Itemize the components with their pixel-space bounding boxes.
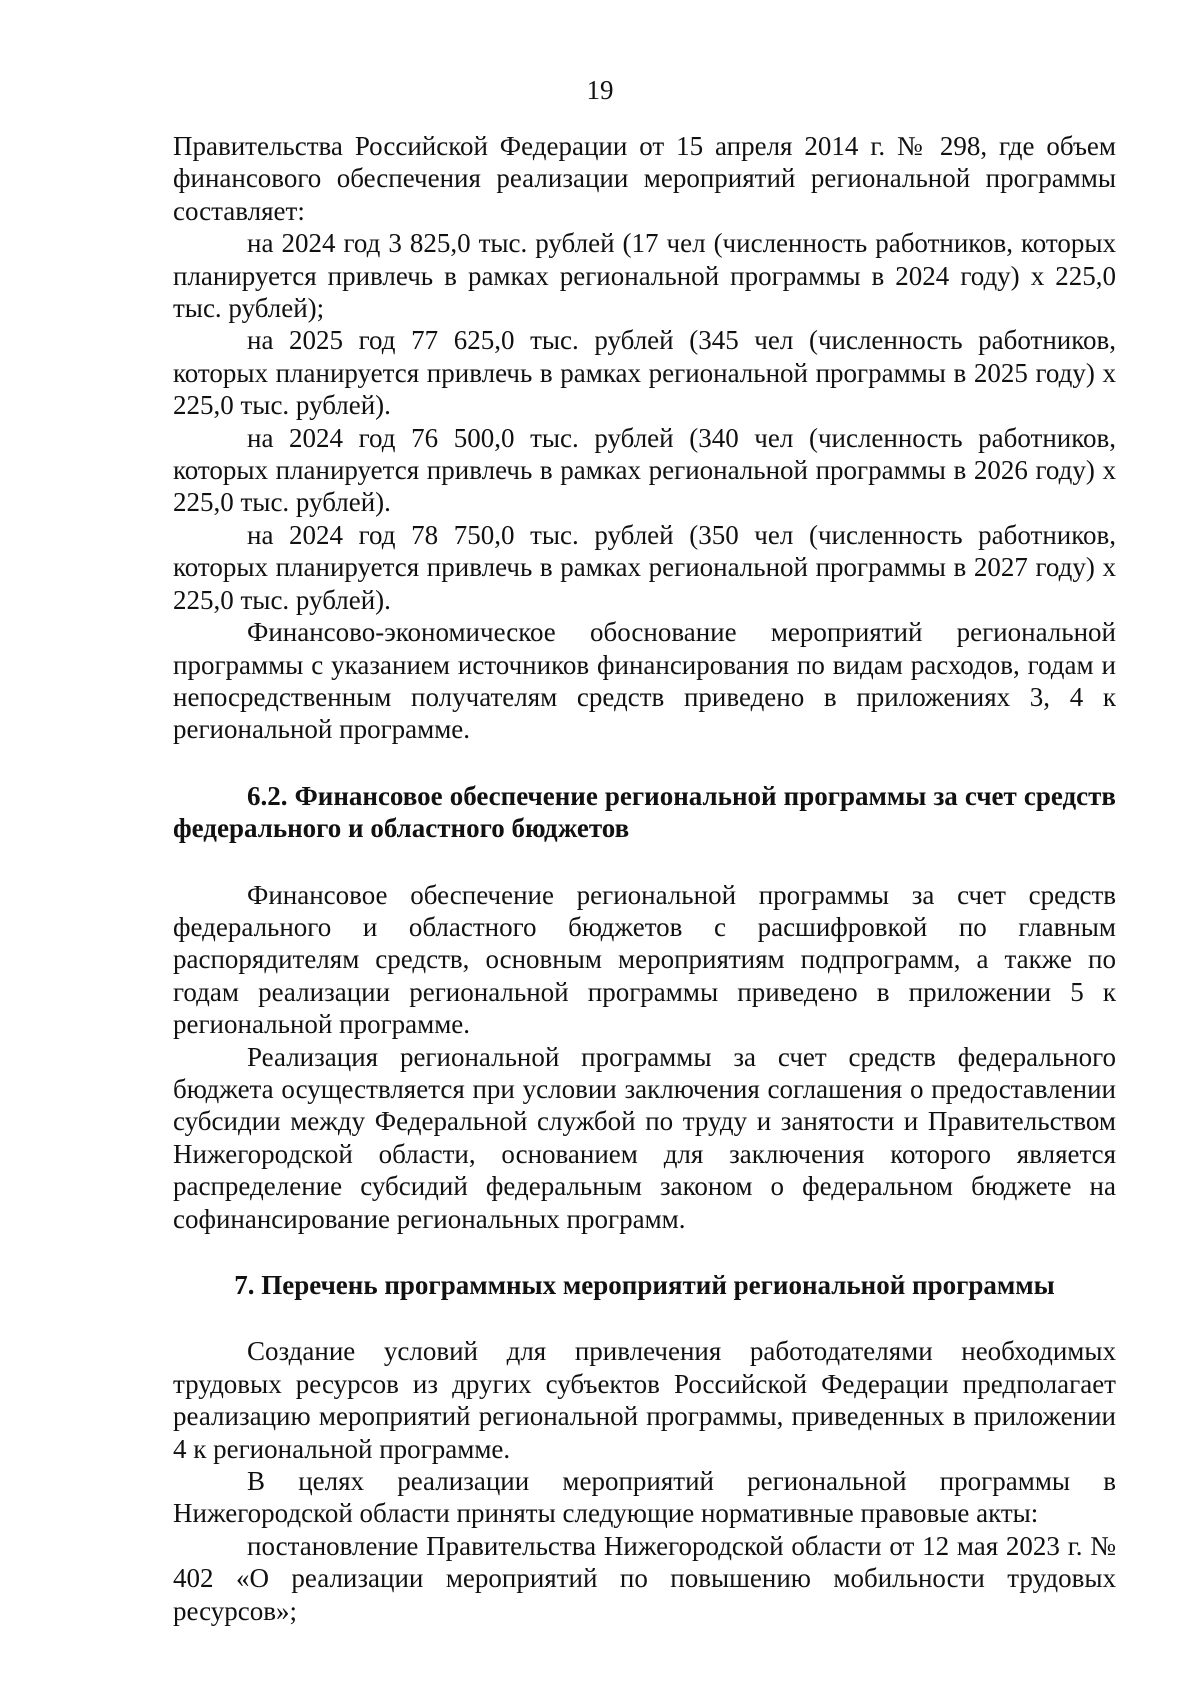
body-paragraph: Финансовое обеспечение региональной программы за счет средств федерального и областного бюджетов с расшифровкой по главным распорядителям средств, основным мероприятиям подпрограмм, а также по годам реализации региональной программы приведено в приложении 5 к региональной программе. bbox=[173, 879, 1116, 1040]
body-paragraph: на 2025 год 77 625,0 тыс. рублей (345 чел (численность работников, которых планируется привлечь в рамках региональной программы в 2025 году) х 225,0 тыс. рублей). bbox=[173, 325, 1116, 421]
section-heading: 6.2. Финансовое обеспечение региональной программы за счет средств федерального и областного бюджетов bbox=[173, 780, 1116, 844]
body-paragraph: на 2024 год 76 500,0 тыс. рублей (340 чел (численность работников, которых планируется привлечь в рамках региональной программы в 2026 году) х 225,0 тыс. рублей). bbox=[173, 422, 1116, 518]
body-paragraph: на 2024 год 3 825,0 тыс. рублей (17 чел (численность работников, которых планируется привлечь в рамках региональной программы в 2024 году) х 225,0 тыс. рублей); bbox=[173, 228, 1116, 324]
body-paragraph: Реализация региональной программы за счет средств федерального бюджета осуществляется при условии заключения соглашения о предоставлении субсидии между Федеральной службой по труду и занятости и Правительством Нижегородской области, основанием для заключения которого является распределение субсидий федеральным законом о федеральном бюджете на софинансирование региональных программ. bbox=[173, 1041, 1116, 1234]
page-number: 19 bbox=[586, 75, 614, 105]
body-paragraph: Создание условий для привлечения работодателями необходимых трудовых ресурсов из других субъектов Российской Федерации предполагает реализацию мероприятий региональной программы, приведенных в приложении 4 к региональной программе. bbox=[173, 1336, 1116, 1464]
body-paragraph: Финансово-экономическое обоснование мероприятий региональной программы с указанием источников финансирования по видам расходов, годам и непосредственным получателям средств приведено в приложениях 3, 4 к региональной программе. bbox=[173, 617, 1116, 745]
section-heading: 7. Перечень программных мероприятий региональной программы bbox=[234, 1270, 1055, 1300]
section-spacer bbox=[173, 845, 1116, 879]
body-paragraph: Правительства Российской Федерации от 15 апреля 2014 г. № 298, где объем финансового обеспечения реализации мероприятий региональной программы составляет: bbox=[173, 131, 1116, 226]
body-paragraph: постановление Правительства Нижегородской области от 12 мая 2023 г. № 402 «О реализации мероприятий по повышению мобильности трудовых ресурсов»; bbox=[173, 1530, 1116, 1626]
section-spacer bbox=[173, 1301, 1116, 1335]
body-paragraph: на 2024 год 78 750,0 тыс. рублей (350 чел (численность работников, которых планируется привлечь в рамках региональной программы в 2027 году) х 225,0 тыс. рублей). bbox=[173, 519, 1116, 615]
section-spacer bbox=[173, 746, 1116, 780]
document-body bbox=[173, 130, 1116, 1627]
section-spacer bbox=[173, 1235, 1116, 1269]
body-paragraph: В целях реализации мероприятий региональной программы в Нижегородской области приняты следующие нормативные правовые акты: bbox=[173, 1466, 1116, 1529]
